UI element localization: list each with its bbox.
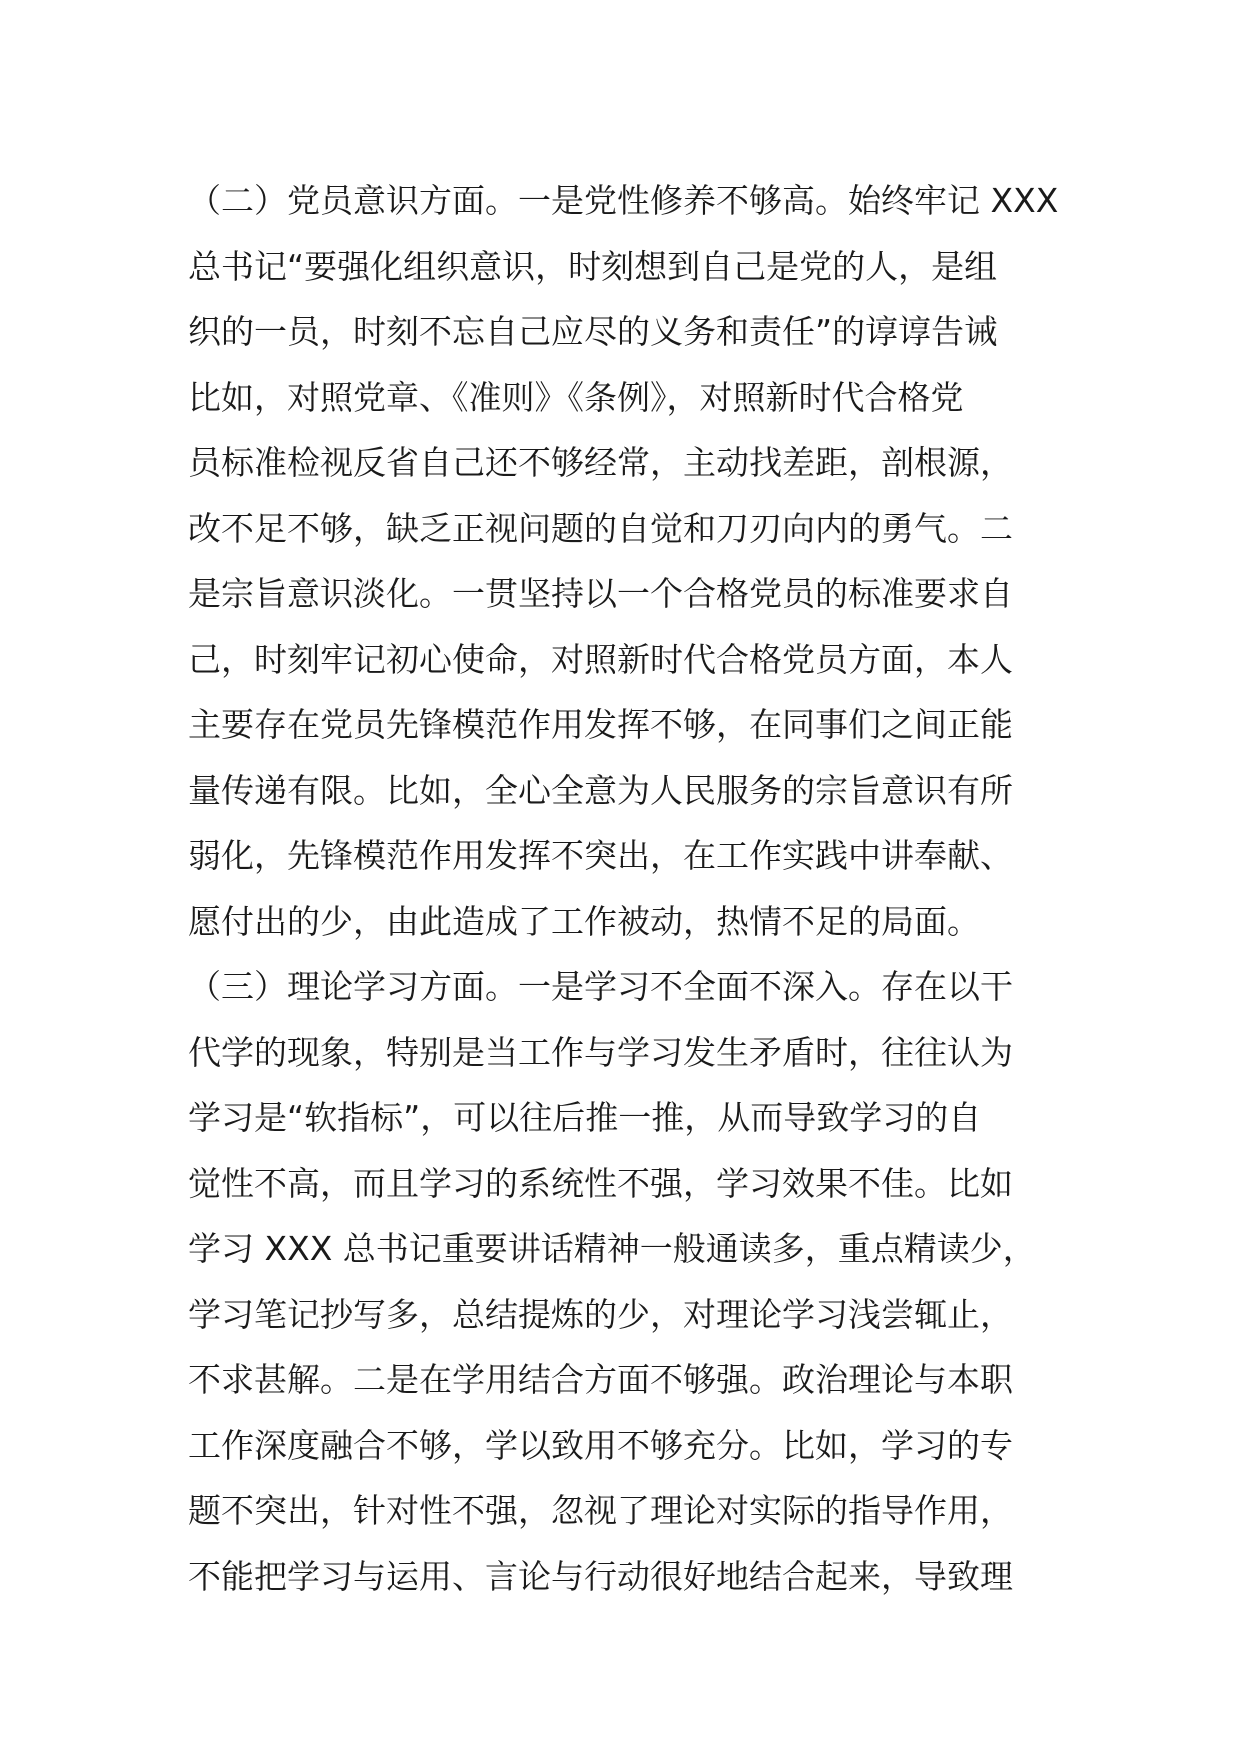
text-line: 员标准检视反省自己还不够经常，主动找差距，剖根源， bbox=[188, 443, 1013, 482]
text-line: （二）党员意识方面。一是党性修养不够高。始终牢记 XXX bbox=[188, 181, 1059, 220]
text-line: 学习是“软指标”，可以往后推一推，从而导致学习的自 bbox=[188, 1098, 982, 1137]
text-line: 愿付出的少，由此造成了工作被动，热情不足的局面。 bbox=[188, 901, 980, 941]
text-line: 弱化，先锋模范作用发挥不突出，在工作实践中讲奉献、 bbox=[188, 836, 1013, 875]
text-line: 织的一员，时刻不忘自己应尽的义务和责任”的谆谆告诫 bbox=[188, 312, 998, 351]
text-line: 觉性不高，而且学习的系统性不强，学习效果不佳。比如 bbox=[188, 1163, 1013, 1203]
text-line: 是宗旨意识淡化。一贯坚持以一个合格党员的标准要求自 bbox=[188, 574, 1013, 613]
text-line: 代学的现象，特别是当工作与学习发生矛盾时，往往认为 bbox=[188, 1032, 1013, 1072]
text-line: 总书记“要强化组织意识，时刻想到自己是党的人，是组 bbox=[188, 246, 998, 286]
body-text bbox=[188, 168, 1068, 1609]
text-line: 改不足不够，缺乏正视问题的自觉和刀刃向内的勇气。二 bbox=[188, 508, 1013, 548]
text-line: 量传递有限。比如，全心全意为人民服务的宗旨意识有所 bbox=[188, 770, 1013, 810]
text-line: 学习 XXX 总书记重要讲话精神一般通读多，重点精读少， bbox=[188, 1229, 1036, 1268]
text-line: 工作深度融合不够，学以致用不够充分。比如，学习的专 bbox=[188, 1425, 1013, 1465]
text-line: 学习笔记抄写多，总结提炼的少，对理论学习浅尝辄止， bbox=[188, 1294, 1013, 1334]
text-line: 不能把学习与运用、言论与行动很好地结合起来，导致理 bbox=[188, 1556, 1013, 1596]
text-line: 题不突出，针对性不强，忽视了理论对实际的指导作用， bbox=[188, 1491, 1013, 1530]
text-line: 比如，对照党章、《准则》《条例》，对照新时代合格党 bbox=[188, 377, 964, 417]
text-line: 不求甚解。二是在学用结合方面不够强。政治理论与本职 bbox=[188, 1360, 1013, 1399]
text-line: 主要存在党员先锋模范作用发挥不够，在同事们之间正能 bbox=[188, 705, 1013, 744]
text-line: 己，时刻牢记初心使命，对照新时代合格党员方面，本人 bbox=[188, 639, 1013, 679]
text-line: （三）理论学习方面。一是学习不全面不深入。存在以干 bbox=[188, 967, 1013, 1006]
